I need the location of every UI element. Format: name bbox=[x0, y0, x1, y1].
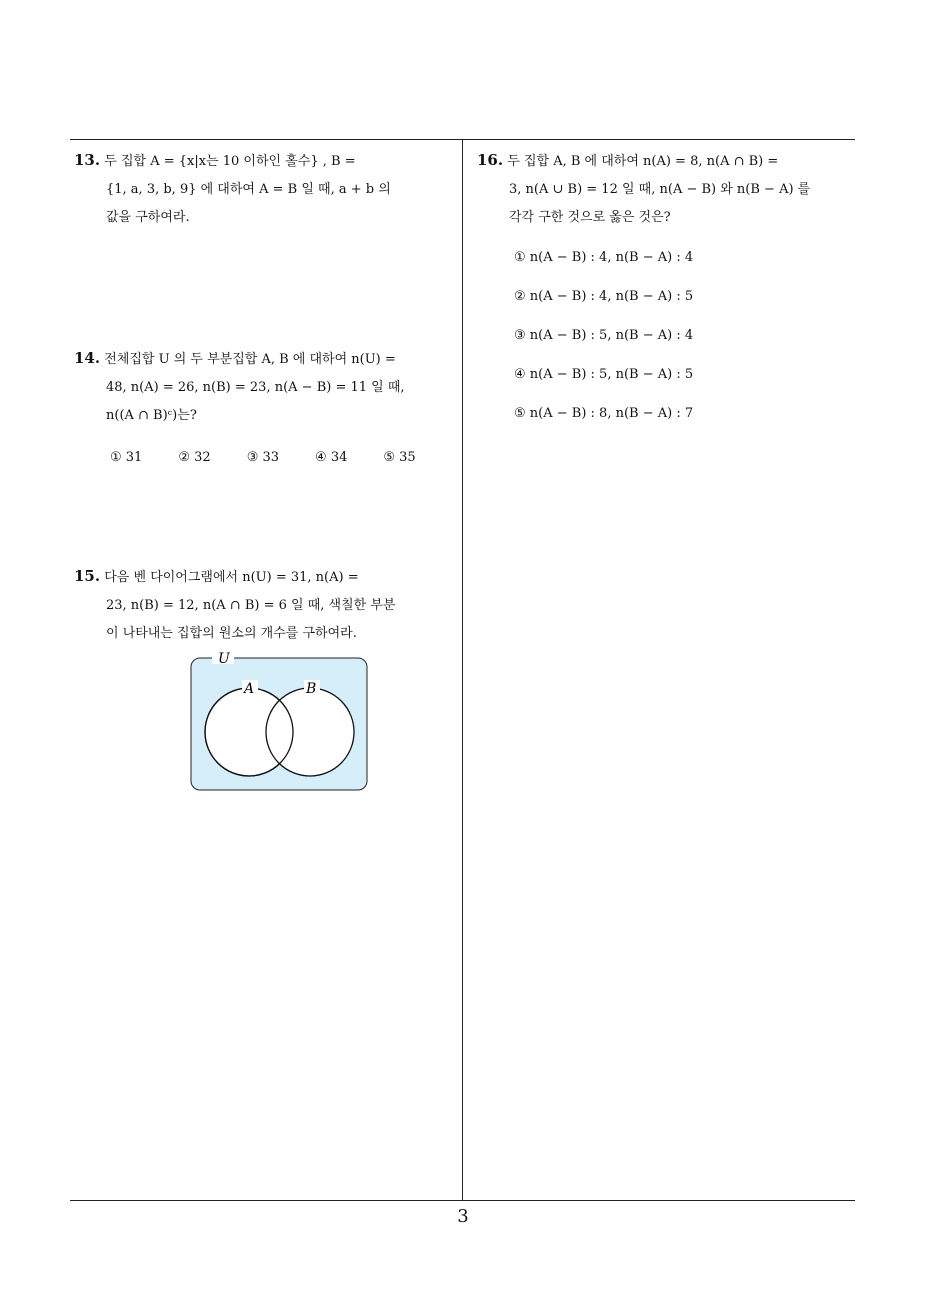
question-14-choices bbox=[110, 450, 416, 465]
question-14-line1: 전체집합 U 의 두 부분집합 A, B 에 대하여 n(U) = bbox=[104, 352, 396, 367]
question-16-number: 16. bbox=[477, 151, 504, 169]
q14-choice-4[interactable]: ④ 34 bbox=[315, 450, 348, 465]
question-16-line1: 두 집합 A, B 에 대하여 n(A) = 8, n(A ∩ B) = bbox=[507, 154, 779, 169]
venn-label-u: U bbox=[218, 651, 230, 667]
question-13 bbox=[74, 146, 458, 232]
question-15-line1: 다음 벤 다이어그램에서 n(U) = 31, n(A) = bbox=[104, 570, 359, 585]
q16-choice-1[interactable]: ① n(A − B) : 4, n(B − A) : 4 bbox=[514, 250, 694, 265]
question-14-number: 14. bbox=[74, 349, 101, 367]
bottom-rule bbox=[70, 1200, 855, 1201]
page-number: 3 bbox=[457, 1206, 469, 1227]
question-13-line2: {1, a, 3, b, 9} 에 대하여 A = B 일 때, a + b 의 bbox=[106, 182, 391, 197]
q14-choice-5[interactable]: ⑤ 35 bbox=[383, 450, 416, 465]
venn-label-b: B bbox=[306, 681, 317, 697]
column-divider bbox=[462, 139, 463, 1201]
q14-choice-1[interactable]: ① 31 bbox=[110, 450, 143, 465]
venn-circle-b bbox=[266, 688, 354, 776]
q14-choice-3[interactable]: ③ 33 bbox=[246, 450, 280, 465]
question-16-line2: 3, n(A ∪ B) = 12 일 때, n(A − B) 와 n(B − A) 를 bbox=[509, 182, 811, 197]
q16-choice-4[interactable]: ④ n(A − B) : 5, n(B − A) : 5 bbox=[514, 367, 694, 382]
question-14-line3: n((A ∩ B)ᶜ)는? bbox=[106, 408, 197, 423]
question-14-line2: 48, n(A) = 26, n(B) = 23, n(A − B) = 11 일 때, bbox=[106, 380, 405, 395]
question-15-line3: 이 나타내는 집합의 원소의 개수를 구하여라. bbox=[106, 626, 357, 641]
question-13-line3: 값을 구하여라. bbox=[106, 210, 190, 225]
question-14 bbox=[74, 344, 458, 430]
q14-choice-2[interactable]: ② 32 bbox=[178, 450, 211, 465]
q16-choice-5[interactable]: ⑤ n(A − B) : 8, n(B − A) : 7 bbox=[514, 406, 694, 421]
question-13-line1: 두 집합 A = {x|x는 10 이하인 홀수} , B = bbox=[104, 154, 356, 169]
question-15-line2: 23, n(B) = 12, n(A ∩ B) = 6 일 때, 색칠한 부분 bbox=[106, 598, 396, 613]
question-16-line3: 각각 구한 것으로 옳은 것은? bbox=[509, 210, 671, 225]
question-15 bbox=[74, 562, 458, 648]
venn-diagram bbox=[186, 646, 376, 796]
q16-choice-3[interactable]: ③ n(A − B) : 5, n(B − A) : 4 bbox=[514, 328, 694, 343]
q16-choice-2[interactable]: ② n(A − B) : 4, n(B − A) : 5 bbox=[514, 289, 694, 304]
question-13-number: 13. bbox=[74, 151, 101, 169]
question-16 bbox=[477, 146, 861, 232]
venn-label-a: A bbox=[244, 681, 255, 697]
question-15-number: 15. bbox=[74, 567, 101, 585]
